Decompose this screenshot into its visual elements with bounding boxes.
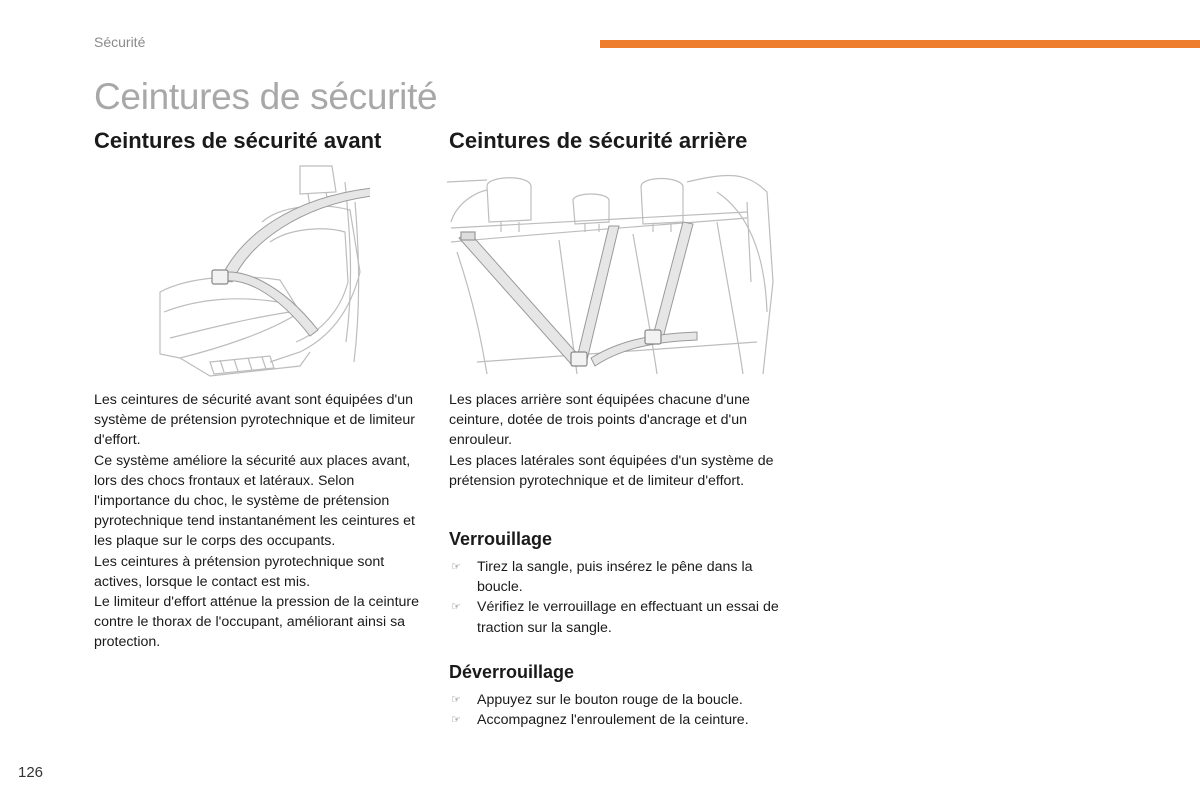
hand-pointer-icon: ☞	[451, 601, 461, 614]
paragraph: Le limiteur d'effort atténue la pression de la ceinture contre le thorax de l'occupant, améliorant ainsi sa protection.	[94, 594, 420, 651]
unlocking-steps	[449, 690, 779, 730]
step-text: Vérifiez le verrouillage en effectuant un essai de traction sur la sangle.	[477, 599, 779, 636]
locking-heading: Verrouillage	[449, 529, 553, 549]
step-text: Accompagnez l'enroulement de la ceinture.	[477, 712, 749, 729]
front-belts-heading: Ceintures de sécurité avant	[94, 128, 382, 153]
locking-steps	[449, 557, 779, 638]
list-item	[449, 710, 779, 730]
hand-pointer-icon: ☞	[451, 714, 461, 727]
rear-belts-text	[449, 390, 779, 491]
front-belts-text	[94, 390, 424, 653]
unlocking-heading: Déverrouillage	[449, 662, 575, 682]
paragraph: Ce système améliore la sécurité aux places avant, lors des chocs frontaux et latéraux. Selon l'importance du choc, le système de prétension pyrotechnique tend instantanément les ceintures et les plaque sur le corps des occupants.	[94, 452, 415, 550]
list-item	[449, 690, 779, 710]
list-item	[449, 557, 779, 597]
rear-belts-heading: Ceintures de sécurité arrière	[449, 128, 748, 153]
page-title: Ceintures de sécurité	[94, 76, 438, 117]
paragraph: Les places latérales sont équipées d'un système de prétension pyrotechnique et de limiteur d'effort.	[449, 452, 774, 489]
hand-pointer-icon: ☞	[451, 561, 461, 573]
paragraph: Les places arrière sont équipées chacune d'une ceinture, dotée de trois points d'ancrage et d'un enrouleur.	[449, 392, 750, 449]
header-accent-bar	[600, 40, 1200, 48]
hand-pointer-icon: ☞	[451, 694, 461, 706]
step-text: Appuyez sur le bouton rouge de la boucle.	[477, 692, 743, 708]
rear-seat-belt-illustration	[447, 162, 777, 384]
list-item	[449, 597, 779, 637]
step-text: Tirez la sangle, puis insérez le pêne dans la boucle.	[477, 559, 753, 596]
paragraph: Les ceintures de sécurité avant sont équipées d'un système de prétension pyrotechnique et de limiteur d'effort.	[94, 392, 415, 449]
section-label: Sécurité	[94, 34, 146, 50]
paragraph: Les ceintures à prétension pyrotechnique sont actives, lorsque le contact est mis.	[94, 553, 385, 590]
front-seat-belt-illustration	[150, 162, 370, 384]
page-number: 126	[18, 764, 44, 781]
